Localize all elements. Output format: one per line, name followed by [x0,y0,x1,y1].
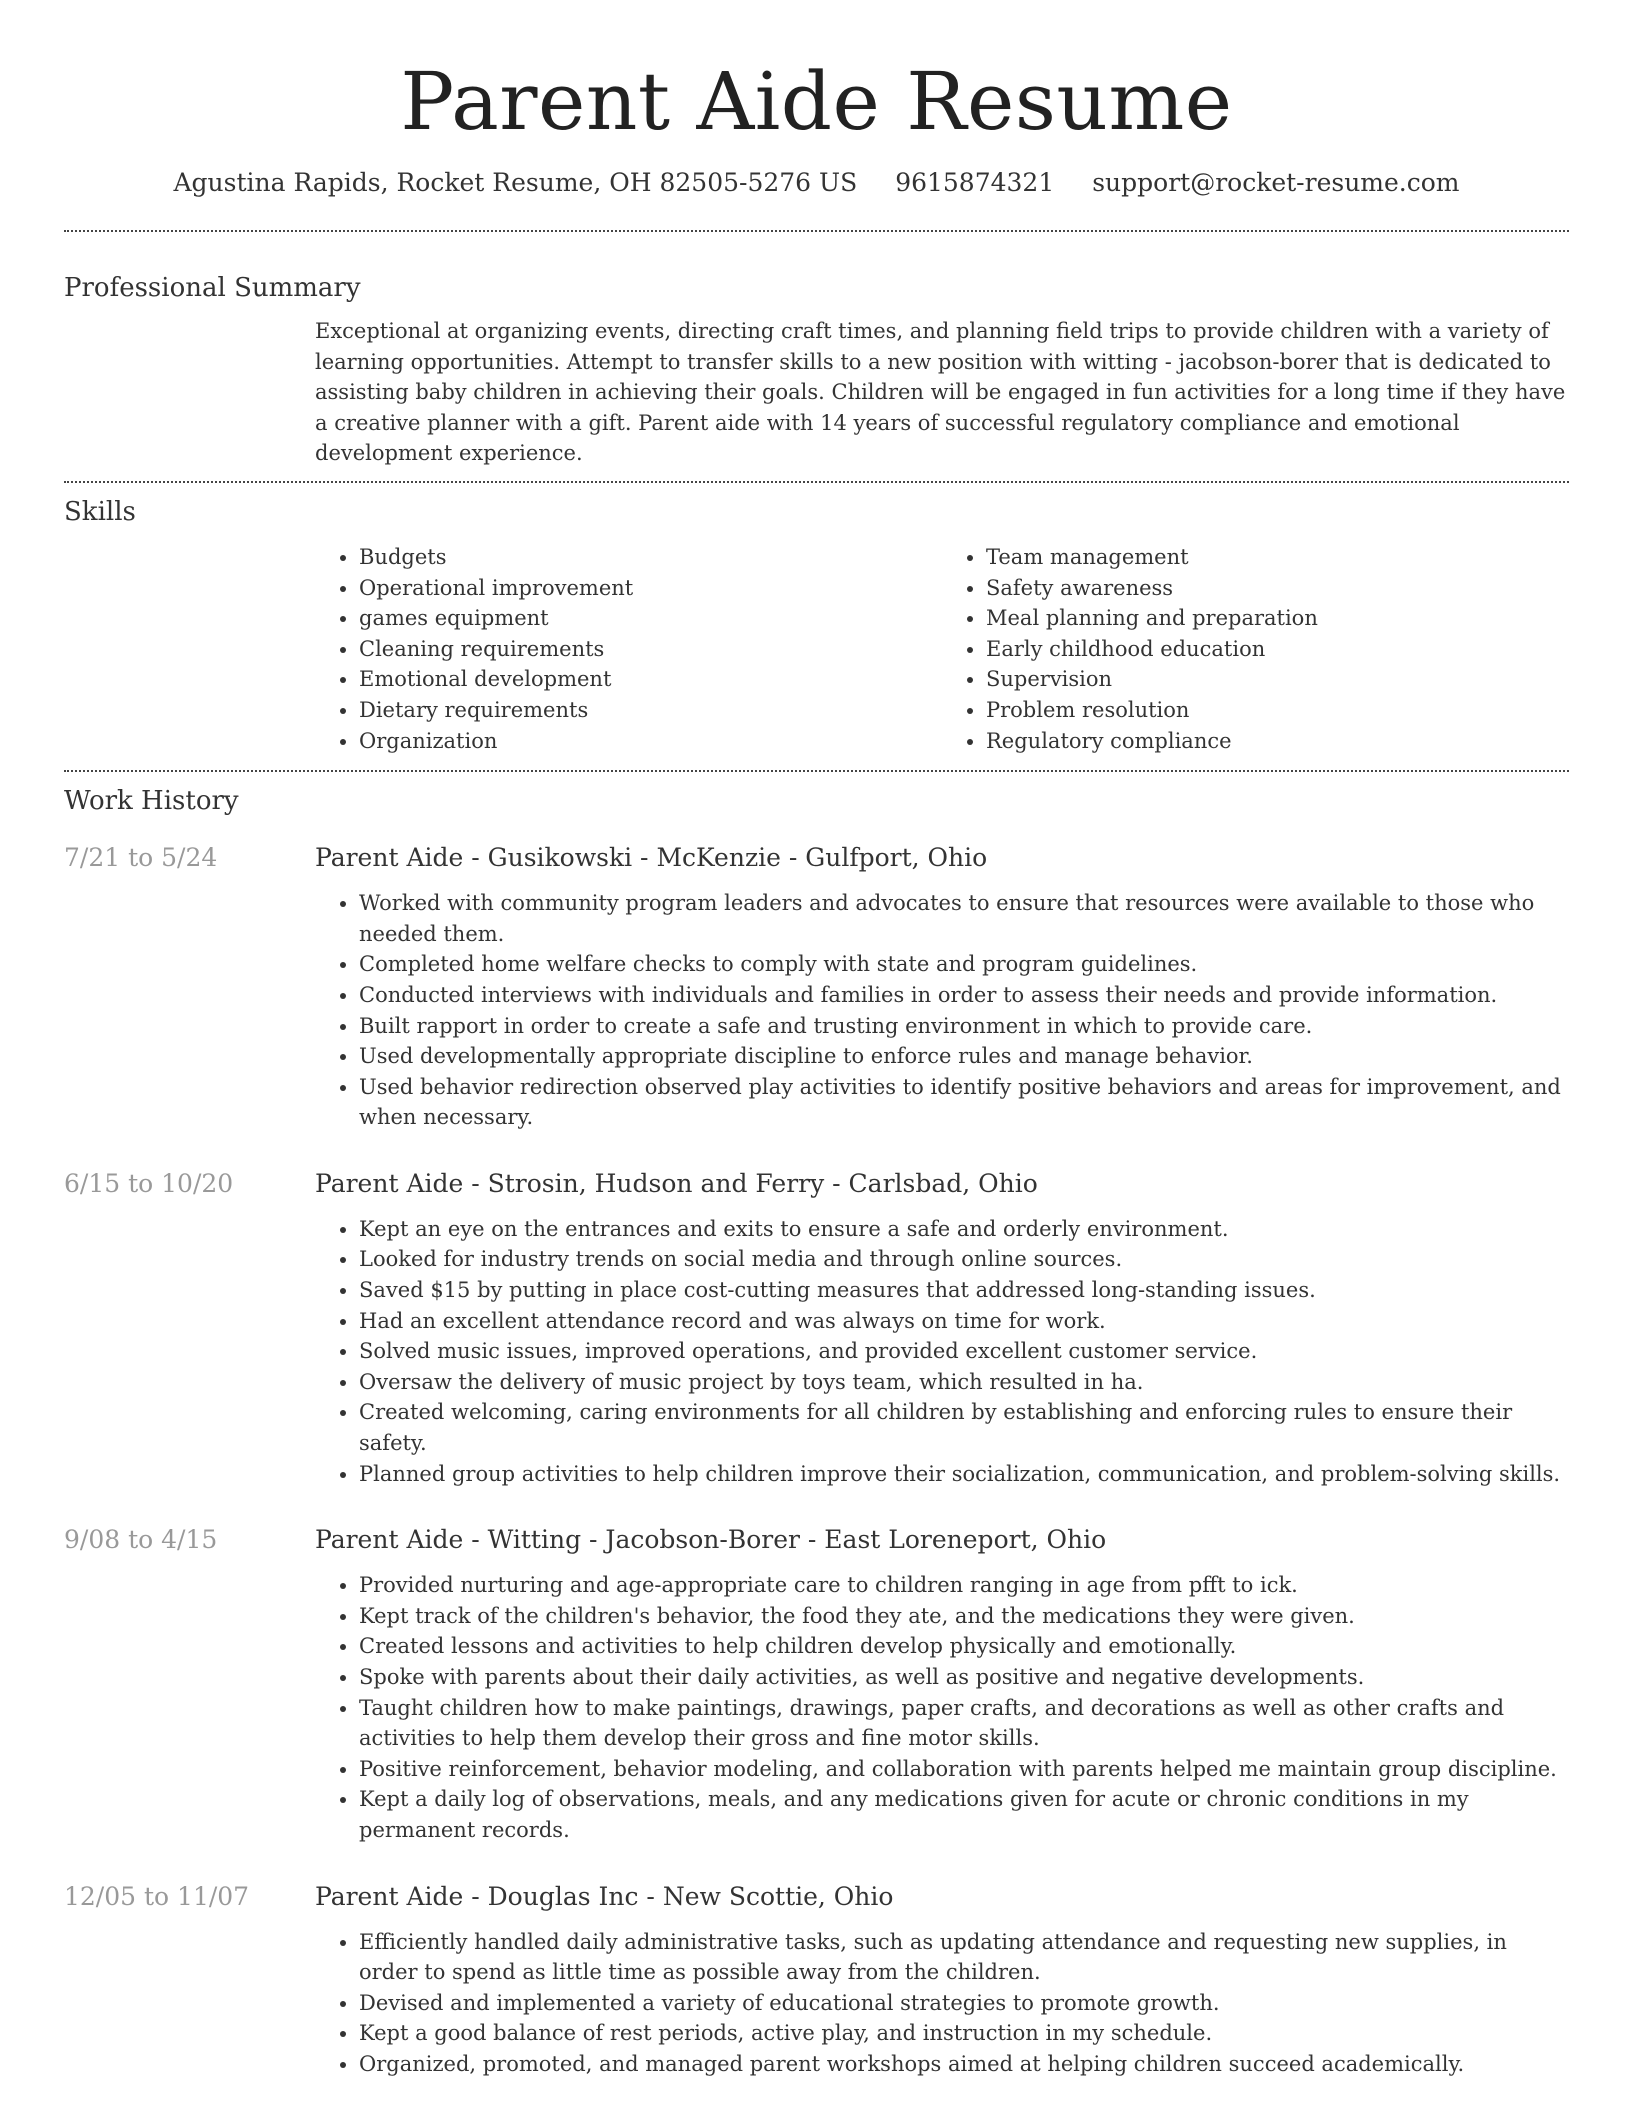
skill-item: • Budgets [359,542,942,573]
skills-column-right [942,542,1569,756]
job-dates: 6/15 to 10/20 [64,1168,234,1198]
job-dates: 9/08 to 4/15 [64,1525,218,1555]
skill-item: • Safety awareness [986,573,1569,604]
job-title: Parent Aide - Witting - Jacobson-Borer - East Loreneport, Ohio [315,1525,1107,1555]
contact-email[interactable]: support@rocket-resume.com [1092,168,1460,197]
job-header [64,1166,1569,1202]
summary-heading: Professional Summary [64,273,361,303]
divider [64,481,1569,483]
divider [64,230,1569,232]
skill-item: • Problem resolution [986,695,1569,726]
job-title: Parent Aide - Strosin, Hudson and Ferry - Carlsbad, Ohio [315,1168,1038,1198]
skill-item: • Cleaning requirements [359,634,942,665]
skill-item: • Emotional development [359,664,942,695]
job-bullet: • Saved $15 by putting in place cost-cutting measures that addressed long-standing issues. [359,1275,1569,1306]
job-bullets [315,1927,1569,2080]
skills-list [315,542,1569,756]
job-bullet: • Used developmentally appropriate discipline to enforce rules and manage behavior. [359,1041,1569,1072]
job-bullet: • Used behavior redirection observed play activities to identify positive behaviors and areas for improvement, and when necessary. [359,1072,1569,1133]
summary-text: Exceptional at organizing events, directing craft times, and planning field trips to provide children with a variety of learning opportunities. Attempt to transfer skills to a new position with witting - jacobson-borer that is dedicated to assisting baby children in achieving their goals. Children will be engaged in fun activities for a long time if they have a creative planner with a gift. Parent aide with 14 years of successful regulatory compliance and emotional development experience. [315,319,1566,466]
job-bullets [315,1570,1569,1845]
job-bullet: • Organized, promoted, and managed parent workshops aimed at helping children succeed academically. [359,2049,1569,2080]
job-bullet: • Solved music issues, improved operations, and provided excellent customer service. [359,1336,1569,1367]
skill-item: • games equipment [359,603,942,634]
resume-title: Parent Aide Resume [400,55,1233,148]
job-bullet: • Had an excellent attendance record and was always on time for work. [359,1306,1569,1337]
contact-line [64,166,1569,200]
divider [64,770,1569,772]
job-bullet: • Created welcoming, caring environments for all children by establishing and enforcing rules to ensure their safety. [359,1397,1569,1458]
skill-item: • Meal planning and preparation [986,603,1569,634]
job-bullet: • Completed home welfare checks to comply with state and program guidelines. [359,949,1569,980]
job-bullet: • Positive reinforcement, behavior modeling, and collaboration with parents helped me maintain group discipline. [359,1754,1569,1785]
skill-item: • Team management [986,542,1569,573]
job-bullet: • Created lessons and activities to help children develop physically and emotionally. [359,1631,1569,1662]
job-bullet: • Efficiently handled daily administrative tasks, such as updating attendance and requesting new supplies, in order to spend as little time as possible away from the children. [359,1927,1569,1988]
job-title: Parent Aide - Douglas Inc - New Scottie, Ohio [315,1881,894,1911]
job-title: Parent Aide - Gusikowski - McKenzie - Gulfport, Ohio [315,843,988,873]
job-bullet: • Worked with community program leaders and advocates to ensure that resources were available to those who needed them. [359,888,1569,949]
job-bullet: • Planned group activities to help children improve their socialization, communication, and problem-solving skills. [359,1459,1569,1490]
job-dates: 12/05 to 11/07 [64,1881,250,1911]
job-dates: 7/21 to 5/24 [64,843,218,873]
job-bullet: • Kept a good balance of rest periods, active play, and instruction in my schedule. [359,2018,1569,2049]
job-bullet: • Devised and implemented a variety of educational strategies to promote growth. [359,1988,1569,2019]
job-entry [64,1522,1569,1845]
job-bullets [315,888,1569,1133]
job-entry [64,1166,1569,1489]
job-entry [64,840,1569,1133]
job-entry [64,1879,1569,2080]
job-bullet: • Oversaw the delivery of music project by toys team, which resulted in ha. [359,1367,1569,1398]
job-bullet: • Looked for industry trends on social media and through online sources. [359,1244,1569,1275]
resume-page [64,0,1569,2080]
skills-column-left [315,542,942,756]
job-bullet: • Conducted interviews with individuals and families in order to assess their needs and provide information. [359,980,1569,1011]
contact-address: Agustina Rapids, Rocket Resume, OH 82505-5276 US [173,168,858,197]
job-bullet: • Taught children how to make paintings, drawings, paper crafts, and decorations as well as other crafts and activities to help them develop their gross and fine motor skills. [359,1693,1569,1754]
job-bullets [315,1214,1569,1489]
skills-heading: Skills [64,496,136,527]
skill-item: • Dietary requirements [359,695,942,726]
job-bullet: • Kept track of the children's behavior, the food they ate, and the medications they were given. [359,1601,1569,1632]
job-bullet: • Provided nurturing and age-appropriate care to children ranging in age from pfft to ick. [359,1570,1569,1601]
skill-item: • Supervision [986,664,1569,695]
work-history-heading: Work History [64,786,239,817]
job-header [64,1879,1569,1915]
skill-item: • Regulatory compliance [986,726,1569,757]
skill-item: • Organization [359,726,942,757]
contact-phone: 9615874321 [895,168,1055,197]
skill-item: • Operational improvement [359,573,942,604]
job-header [64,840,1569,876]
job-bullet: • Built rapport in order to create a safe and trusting environment in which to provide care. [359,1011,1569,1042]
job-bullet: • Spoke with parents about their daily activities, as well as positive and negative developments. [359,1662,1569,1693]
job-bullet: • Kept a daily log of observations, meals, and any medications given for acute or chronic conditions in my permanent records. [359,1784,1569,1845]
job-header [64,1522,1569,1558]
skill-item: • Early childhood education [986,634,1569,665]
job-bullet: • Kept an eye on the entrances and exits to ensure a safe and orderly environment. [359,1214,1569,1245]
